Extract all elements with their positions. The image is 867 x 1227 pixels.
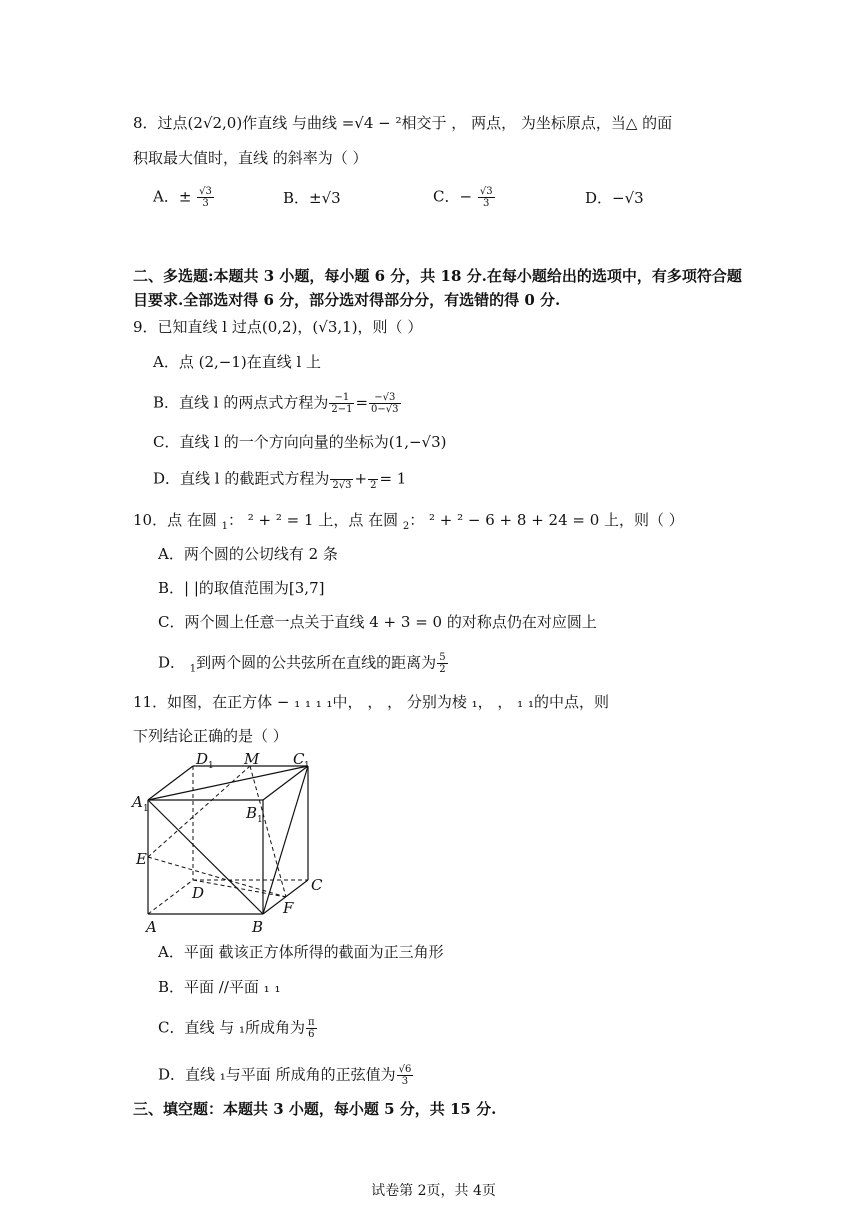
q10-option-c: C．两个圆上任意一点关于直线 4 + 3 = 0 的对称点仍在对应圆上	[158, 613, 597, 631]
label-c1: C	[293, 752, 305, 768]
label-a1: A	[132, 793, 143, 811]
label-a1-subscript: 1	[143, 804, 149, 814]
q8-option-b: B．±√3	[283, 189, 341, 207]
q8-stem-line1: 8．过点(2√2,0)作直线 与曲线 =√4 − ²相交于 ， 两点， 为坐标原点，当△ 的面	[133, 114, 673, 132]
q8-option-c: C．− $\frac{√3}{3}$	[433, 186, 493, 209]
label-f: F	[283, 899, 294, 917]
label-a: A	[146, 918, 157, 936]
q9-option-c: C．直线 l 的一个方向向量的坐标为(1,−√3)	[153, 433, 447, 451]
q10-stem: 10．点 在圆 $_1$： ² + ² = 1 上，点 在圆 $_2$： ² + ² − 6 + 8 + 24 = 0 上，则（ ）	[133, 511, 684, 532]
q9-stem: 9．已知直线 l 过点(0,2)，(√3,1)，则（ ）	[133, 318, 423, 336]
page-footer: 试卷第 2页，共 4页	[371, 1183, 496, 1199]
q11-option-b: B．平面 //平面 ₁ ₁	[158, 978, 281, 996]
label-m: M	[244, 752, 260, 768]
q9-option-b: B．直线 l 的两点式方程为 $\frac{-1}{2-1}$ = $\frac{-√3}{0-√3}$	[153, 392, 399, 415]
q10-option-d: D． $_1$到两个圆的公共弦所在直线的距离为 $\frac{5}{2}$	[158, 652, 446, 675]
cube-figure	[128, 752, 338, 937]
label-c: C	[311, 876, 323, 894]
section2-heading-line2: 目要求.全部选对得 6 分，部分选对得部分分，有选错的得 0 分.	[133, 291, 561, 309]
section3-heading: 三、填空题：本题共 3 小题，每小题 5 分，共 15 分.	[133, 1100, 497, 1118]
q8-option-d: D．−√3	[585, 189, 644, 207]
q9-option-a: A．点 (2,−1)在直线 l 上	[153, 353, 322, 371]
q11-stem-line2: 下列结论正确的是（ ）	[133, 727, 288, 745]
q8-option-a: A．± $\frac{√3}{3}$	[153, 186, 212, 209]
q11-option-c: C．直线 与 ₁所成角为 $\frac{\pi}{6}$	[158, 1017, 315, 1040]
q11-option-a: A．平面 截该正方体所得的截面为正三角形	[158, 943, 444, 961]
q11-option-d: D．直线 ₁与平面 所成角的正弦值为 $\frac{√6}{3}$	[158, 1064, 412, 1087]
q10-option-b: B．| |的取值范围为[3,7]	[158, 579, 325, 597]
q11-stem-line1: 11．如图，在正方体 − ₁ ₁ ₁ ₁中， ， ， 分别为棱 ₁， ， ₁ ₁的中点，则	[133, 693, 609, 711]
label-b: B	[252, 918, 264, 936]
q10-option-a: A．两个圆的公切线有 2 条	[158, 545, 338, 563]
q8-stem-line2: 积取最大值时，直线 的斜率为（ ）	[133, 149, 368, 167]
label-c1-subscript: 1	[304, 761, 310, 771]
q9-option-d: D．直线 l 的截距式方程为 2√3 + 2 = 1	[153, 469, 407, 491]
label-b1: B	[246, 804, 258, 822]
label-e: E	[136, 850, 147, 868]
label-b1-subscript: 1	[257, 815, 263, 825]
label-d: D	[192, 884, 205, 902]
label-d1-subscript: 1	[208, 761, 214, 771]
section2-heading-line1: 二、多选题:本题共 3 小题，每小题 6 分，共 18 分.在每小题给出的选项中，有多项符合题	[133, 267, 742, 285]
label-d1: D	[196, 752, 209, 768]
